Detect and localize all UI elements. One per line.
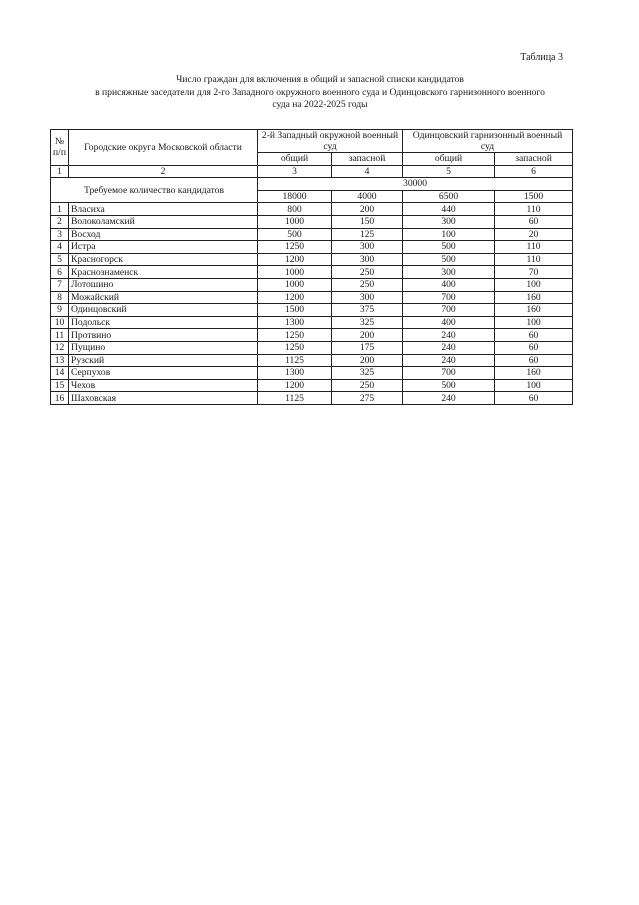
district-name: Рузский — [69, 354, 258, 367]
district-name: Власиха — [69, 203, 258, 216]
court2-reserve: 160 — [495, 367, 573, 380]
table-caption — [40, 74, 600, 112]
district-name: Истра — [69, 241, 258, 254]
court1-general: 1300 — [258, 316, 332, 329]
district-name: Восход — [69, 228, 258, 241]
row-number: 5 — [51, 253, 69, 266]
table-row — [51, 291, 573, 304]
court2-reserve: 20 — [495, 228, 573, 241]
court2-general: 440 — [403, 203, 495, 216]
court2-general: 300 — [403, 266, 495, 279]
table-row — [51, 341, 573, 354]
court1-general: 1250 — [258, 341, 332, 354]
row-number: 7 — [51, 278, 69, 291]
district-name: Шаховская — [69, 392, 258, 405]
court2-general: 500 — [403, 241, 495, 254]
court1-reserve: 275 — [332, 392, 403, 405]
court1-reserve: 300 — [332, 253, 403, 266]
court2-reserve: 110 — [495, 241, 573, 254]
court1-general: 500 — [258, 228, 332, 241]
header-general-2: общий — [403, 153, 495, 166]
table-row — [51, 203, 573, 216]
row-number: 8 — [51, 291, 69, 304]
header-general-1: общий — [258, 153, 332, 166]
court2-general: 400 — [403, 278, 495, 291]
court1-reserve: 375 — [332, 304, 403, 317]
court1-general: 1300 — [258, 367, 332, 380]
caption-line-2: в присяжные заседатели для 2-го Западного окружного военного суда и Одинцовского гарнизонного военного — [95, 86, 545, 98]
row-number: 2 — [51, 215, 69, 228]
caption-line-3: суда на 2022-2025 годы — [272, 99, 368, 110]
district-name: Подольск — [69, 316, 258, 329]
district-name: Пущино — [69, 341, 258, 354]
table-row — [51, 316, 573, 329]
court2-general: 700 — [403, 304, 495, 317]
col-number: 2 — [69, 165, 258, 178]
court1-reserve: 200 — [332, 329, 403, 342]
court2-reserve: 100 — [495, 316, 573, 329]
court2-reserve: 100 — [495, 278, 573, 291]
district-name: Протвино — [69, 329, 258, 342]
court2-reserve: 60 — [495, 329, 573, 342]
court1-reserve: 200 — [332, 354, 403, 367]
court2-reserve: 60 — [495, 354, 573, 367]
table-row — [51, 215, 573, 228]
court2-general: 400 — [403, 316, 495, 329]
header-court-2: Одинцовский гарнизонный военный суд — [403, 130, 573, 153]
court1-general: 1125 — [258, 354, 332, 367]
court2-reserve: 160 — [495, 304, 573, 317]
row-number: 16 — [51, 392, 69, 405]
court1-reserve: 300 — [332, 241, 403, 254]
court1-general: 1000 — [258, 278, 332, 291]
required-value: 1500 — [495, 190, 573, 203]
table-row — [51, 354, 573, 367]
court1-general: 1500 — [258, 304, 332, 317]
row-number: 3 — [51, 228, 69, 241]
col-number: 5 — [403, 165, 495, 178]
row-number: 15 — [51, 379, 69, 392]
caption-line-1: Число граждан для включения в общий и запасной списки кандидатов — [176, 74, 464, 85]
court1-general: 1200 — [258, 379, 332, 392]
court2-general: 240 — [403, 392, 495, 405]
table-row — [51, 367, 573, 380]
district-name: Волоколамский — [69, 215, 258, 228]
court2-general: 500 — [403, 379, 495, 392]
district-name: Серпухов — [69, 367, 258, 380]
court2-reserve: 100 — [495, 379, 573, 392]
table-row — [51, 228, 573, 241]
court1-reserve: 250 — [332, 266, 403, 279]
court2-general: 700 — [403, 291, 495, 304]
court1-general: 1200 — [258, 253, 332, 266]
header-num: № п/п — [51, 130, 69, 166]
col-number: 3 — [258, 165, 332, 178]
court2-reserve: 160 — [495, 291, 573, 304]
table-row — [51, 253, 573, 266]
table-row — [51, 304, 573, 317]
district-name: Краснознаменск — [69, 266, 258, 279]
table-row — [51, 392, 573, 405]
row-number: 11 — [51, 329, 69, 342]
row-number: 14 — [51, 367, 69, 380]
court1-reserve: 250 — [332, 379, 403, 392]
required-label: Требуемое количество кандидатов — [51, 178, 258, 203]
district-name: Одинцовский — [69, 304, 258, 317]
court2-general: 240 — [403, 354, 495, 367]
court2-reserve: 110 — [495, 203, 573, 216]
court2-general: 100 — [403, 228, 495, 241]
table-row — [51, 379, 573, 392]
table-row — [51, 266, 573, 279]
col-number: 4 — [332, 165, 403, 178]
court1-general: 1250 — [258, 241, 332, 254]
required-value: 6500 — [403, 190, 495, 203]
table-row — [51, 278, 573, 291]
court1-reserve: 175 — [332, 341, 403, 354]
court1-reserve: 325 — [332, 367, 403, 380]
district-name: Чехов — [69, 379, 258, 392]
court1-general: 800 — [258, 203, 332, 216]
header-district: Городские округа Московской области — [69, 130, 258, 166]
row-number: 9 — [51, 304, 69, 317]
row-number: 4 — [51, 241, 69, 254]
court2-reserve: 60 — [495, 215, 573, 228]
required-value: 18000 — [258, 190, 332, 203]
court1-reserve: 150 — [332, 215, 403, 228]
table-row — [51, 241, 573, 254]
row-number: 13 — [51, 354, 69, 367]
court1-general: 1250 — [258, 329, 332, 342]
court1-reserve: 325 — [332, 316, 403, 329]
header-reserve-1: запасной — [332, 153, 403, 166]
court1-general: 1000 — [258, 266, 332, 279]
court2-general: 240 — [403, 341, 495, 354]
court1-general: 1200 — [258, 291, 332, 304]
table-label: Таблица 3 — [520, 52, 563, 63]
court2-general: 240 — [403, 329, 495, 342]
required-total: 30000 — [258, 178, 573, 191]
table-row — [51, 329, 573, 342]
court1-reserve: 250 — [332, 278, 403, 291]
row-number: 10 — [51, 316, 69, 329]
row-number: 12 — [51, 341, 69, 354]
column-number-row — [51, 165, 573, 178]
court2-reserve: 60 — [495, 392, 573, 405]
district-name: Можайский — [69, 291, 258, 304]
court1-reserve: 300 — [332, 291, 403, 304]
court2-reserve: 70 — [495, 266, 573, 279]
court2-general: 500 — [403, 253, 495, 266]
district-name: Красногорск — [69, 253, 258, 266]
court2-general: 700 — [403, 367, 495, 380]
header-court-1: 2-й Западный окружной военный суд — [258, 130, 403, 153]
row-number: 1 — [51, 203, 69, 216]
court1-reserve: 125 — [332, 228, 403, 241]
court1-general: 1000 — [258, 215, 332, 228]
row-number: 6 — [51, 266, 69, 279]
header-reserve-2: запасной — [495, 153, 573, 166]
district-name: Лотошино — [69, 278, 258, 291]
court2-reserve: 110 — [495, 253, 573, 266]
required-total-row — [51, 178, 573, 191]
header-row-1 — [51, 130, 573, 153]
col-number: 1 — [51, 165, 69, 178]
required-value: 4000 — [332, 190, 403, 203]
court1-general: 1125 — [258, 392, 332, 405]
court1-reserve: 200 — [332, 203, 403, 216]
court2-reserve: 60 — [495, 341, 573, 354]
court2-general: 300 — [403, 215, 495, 228]
col-number: 6 — [495, 165, 573, 178]
candidates-table — [50, 129, 573, 405]
